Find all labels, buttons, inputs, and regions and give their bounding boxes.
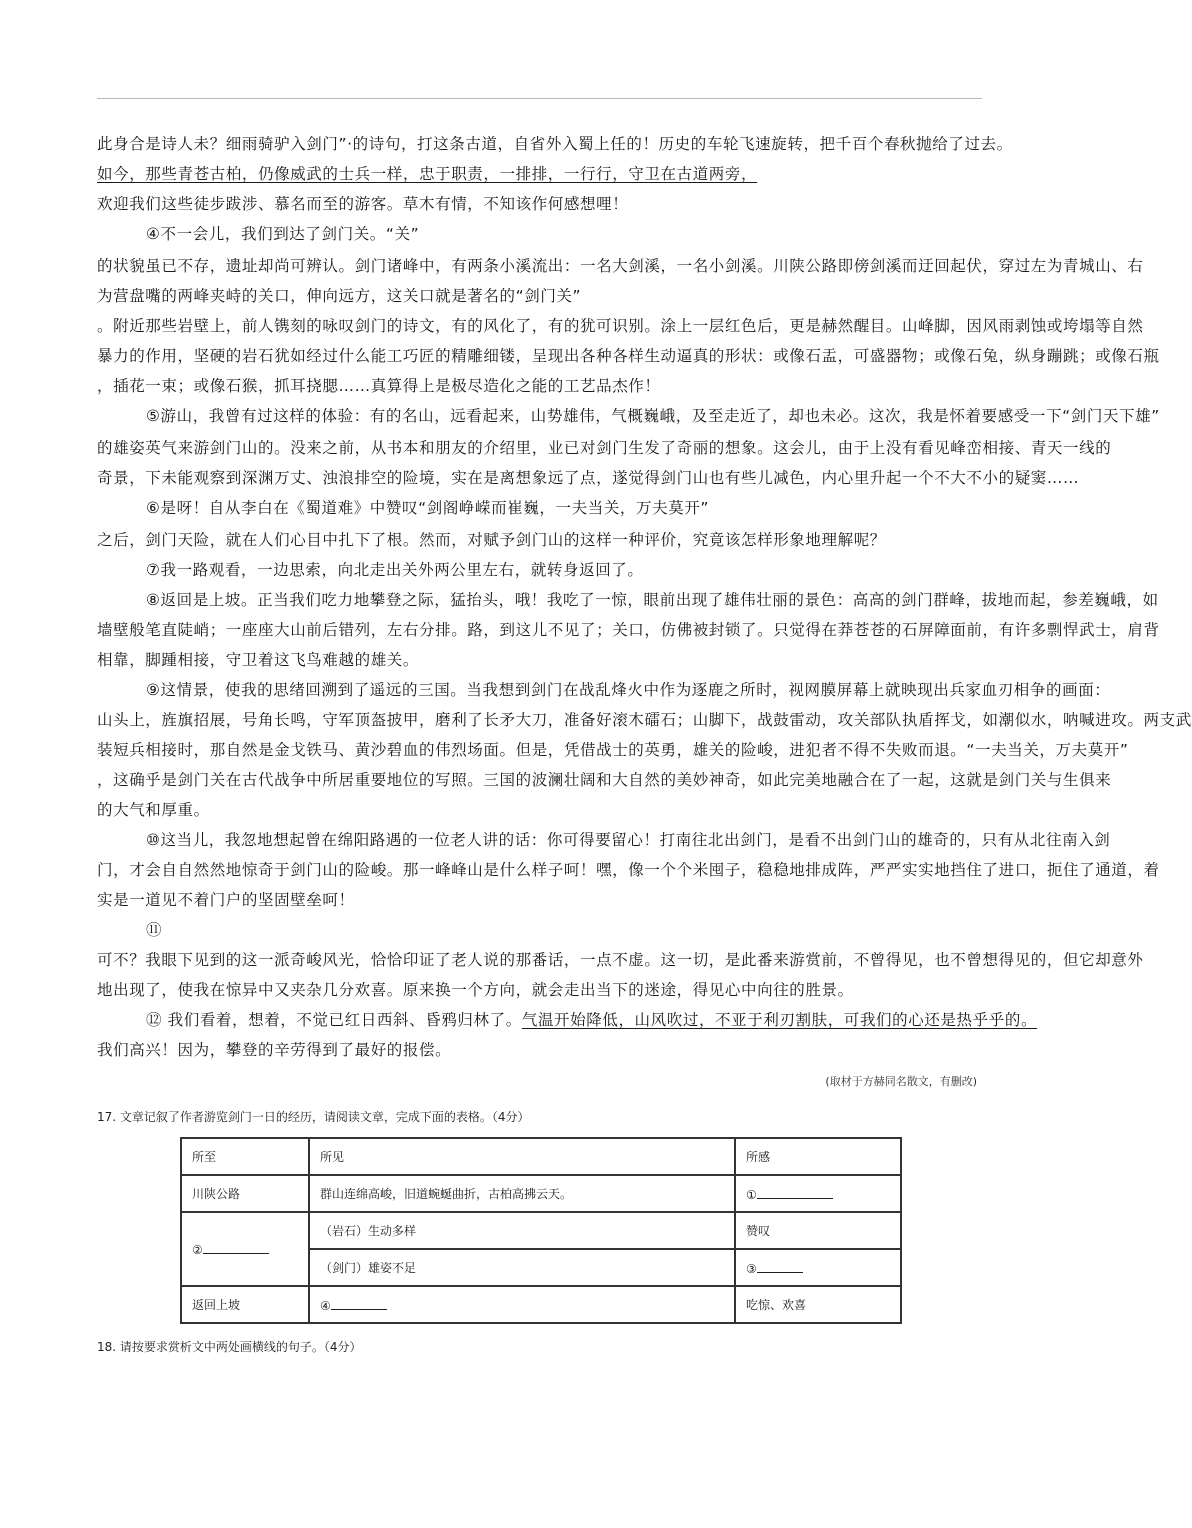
table-cell: （剑门）雄姿不足 xyxy=(309,1249,735,1286)
passage-line: 我们高兴！因为，攀登的辛劳得到了最好的报偿。 xyxy=(97,1041,452,1059)
header-cell: 所感 xyxy=(735,1138,901,1175)
paragraph-12-start xyxy=(146,1010,1036,1030)
answer-table xyxy=(180,1137,902,1324)
passage-line: 的状貌虽已不存，遗址却尚可辨认。剑门诸峰中，有两条小溪流出：一名大剑溪，一名小剑溪。川陕公路即傍剑溪而迂回起伏，穿过左为青城山、右 xyxy=(97,257,1144,275)
passage-line: 欢迎我们这些徒步跋涉、慕名而至的游客。草木有情，不知该作何感想哩！ xyxy=(97,195,629,213)
paragraph-7: ⑦我一路观看，一边思索，向北走出关外两公里左右，就转身返回了。 xyxy=(146,561,644,579)
answer-blank-3[interactable]: ③ xyxy=(735,1249,901,1286)
passage-line: 实是一道见不着门户的坚固壁垒呵！ xyxy=(97,891,355,909)
table-header-row xyxy=(181,1138,901,1175)
question-17: 17. 文章记叙了作者游览剑门一日的经历，请阅读文章，完成下面的表格。（4分） xyxy=(97,1110,530,1124)
passage-line: 相靠，脚踵相接，守卫着这飞鸟难越的雄关。 xyxy=(97,651,420,669)
passage-line: 装短兵相接时，那自然是金戈铁马、黄沙碧血的伟烈场面。但是，凭借战士的英勇，雄关的险峻，进犯者不得不失败而退。“一夫当关，万夫莫开” xyxy=(97,741,1129,759)
paragraph-11-marker: ⑪ xyxy=(146,921,163,939)
table-row xyxy=(181,1212,901,1249)
passage-line: 山头上，旌旗招展，号角长鸣，守军顶盔披甲，磨利了长矛大刀，准备好滚木礌石；山脚下，战鼓雷动，攻关部队执盾挥戈，如潮似水，呐喊进攻。两支武 xyxy=(97,711,1192,729)
table-cell: 川陕公路 xyxy=(181,1175,309,1212)
passage-line: 奇景，下未能观察到深渊万丈、浊浪排空的险境，实在是离想象远了点，遂觉得剑门山也有些儿减色，内心里升起一个不大不小的疑窦…… xyxy=(97,469,1080,487)
table-cell: 群山连绵高峻，旧道蜿蜒曲折，古柏高拂云天。 xyxy=(309,1175,735,1212)
paragraph-8-start: ⑧返回是上坡。正当我们吃力地攀登之际，猛抬头，哦！我吃了一惊，眼前出现了雄伟壮丽的景色：高高的剑门群峰，拔地而起，参差巍峨，如 xyxy=(146,591,1159,609)
passage-line: 可不？我眼下见到的这一派奇峻风光，恰恰印证了老人说的那番话，一点不虚。这一切，是此番来游赏前，不曾得见，也不曾想得见的，但它却意外 xyxy=(97,951,1144,969)
underlined-sentence-2: 气温开始降低，山风吹过，不亚于利刃割肤，可我们的心还是热乎乎的。 xyxy=(521,1011,1038,1029)
answer-blank-2[interactable]: ② xyxy=(181,1212,309,1286)
answer-blank-1[interactable]: ① xyxy=(735,1175,901,1212)
paragraph-6-start: ⑥是呀！自从李白在《蜀道难》中赞叹“剑阁峥嵘而崔巍，一夫当关，万夫莫开” xyxy=(146,499,710,517)
passage-line: 。附近那些岩壁上，前人镌刻的咏叹剑门的诗文，有的风化了，有的犹可识别。涂上一层红色后，更是赫然醒目。山峰脚，因风雨剥蚀或垮塌等自然 xyxy=(97,317,1144,335)
passage-line: 的雄姿英气来游剑门山的。没来之前，从书本和朋友的介绍里，业已对剑门生发了奇丽的想象。这会儿，由于上没有看见峰峦相接、青天一线的 xyxy=(97,439,1112,457)
table-cell: （岩石）生动多样 xyxy=(309,1212,735,1249)
passage-line: 墙壁般笔直陡峭；一座座大山前后错列，左右分排。路，到这儿不见了；关口，仿佛被封锁了。只觉得在莽苍苍的石屏障面前，有许多剽悍武士，肩背 xyxy=(97,621,1160,639)
paragraph-9-start: ⑨这情景，使我的思绪回溯到了遥远的三国。当我想到剑门在战乱烽火中作为逐鹿之所时，视网膜屏幕上就映现出兵家血刃相争的画面： xyxy=(146,681,1111,699)
passage-line: 的大气和厚重。 xyxy=(97,801,210,819)
passage-line: ，插花一束；或像石猴，抓耳挠腮……真算得上是极尽造化之能的工艺品杰作！ xyxy=(97,377,661,395)
table-row xyxy=(181,1175,901,1212)
header-cell: 所见 xyxy=(309,1138,735,1175)
passage-line: 之后，剑门天险，就在人们心目中扎下了根。然而，对赋予剑门山的这样一种评价，究竟该怎样形象地理解呢？ xyxy=(97,531,886,549)
paragraph-4-start: ④不一会儿，我们到达了剑门关。“关” xyxy=(146,225,420,243)
source-note: (取材于方赫同名散文，有删改) xyxy=(825,1075,977,1088)
passage-text: ⑫ 我们看着，想着，不觉已红日西斜、昏鸦归林了。 xyxy=(146,1011,522,1029)
underlined-sentence-1: 如今，那些青苍古柏，仍像威武的士兵一样，忠于职责，一排排，一行行，守卫在古道两旁， xyxy=(97,165,758,183)
passage-line: 门，才会自自然然地惊奇于剑门山的险峻。那一峰峰山是什么样子呵！嘿，像一个个米囤子，稳稳地排成阵，严严实实地挡住了进口，扼住了通道，着 xyxy=(97,861,1160,879)
passage-line: ，这确乎是剑门关在古代战争中所居重要地位的写照。三国的波澜壮阔和大自然的美妙神奇，如此完美地融合在了一起，这就是剑门关与生俱来 xyxy=(97,771,1112,789)
passage-line: 暴力的作用，坚硬的岩石犹如经过什么能工巧匠的精雕细镂，呈现出各种各样生动逼真的形状：或像石盂，可盛器物；或像石兔，纵身蹦跳；或像石瓶 xyxy=(97,347,1160,365)
top-rule xyxy=(97,98,982,99)
passage-line: 地出现了，使我在惊异中又夹杂几分欢喜。原来换一个方向，就会走出当下的迷途，得见心中向往的胜景。 xyxy=(97,981,854,999)
table-cell: 吃惊、欢喜 xyxy=(735,1286,901,1323)
question-18: 18. 请按要求赏析文中两处画横线的句子。（4分） xyxy=(97,1340,362,1354)
paragraph-5-start: ⑤游山，我曾有过这样的体验：有的名山，远看起来，山势雄伟，气概巍峨，及至走近了，却也未必。这次，我是怀着要感受一下“剑门天下雄” xyxy=(146,407,1160,425)
table-cell: 赞叹 xyxy=(735,1212,901,1249)
passage-line: 此身合是诗人未？细雨骑驴入剑门”·的诗句，打这条古道，自省外入蜀上任的！历史的车轮飞速旋转，把千百个春秋抛给了过去。 xyxy=(97,135,1013,153)
header-cell: 所至 xyxy=(181,1138,309,1175)
answer-blank-4[interactable]: ④ xyxy=(309,1286,735,1323)
table-row xyxy=(181,1286,901,1323)
paragraph-10-start: ⑩这当儿，我忽地想起曾在绵阳路遇的一位老人讲的话：你可得要留心！打南往北出剑门，是看不出剑门山的雄奇的，只有从北往南入剑 xyxy=(146,831,1111,849)
table-cell: 返回上坡 xyxy=(181,1286,309,1323)
passage-line: 为营盘嘴的两峰夹峙的关口，伸向远方，这关口就是著名的“剑门关” xyxy=(97,287,582,305)
